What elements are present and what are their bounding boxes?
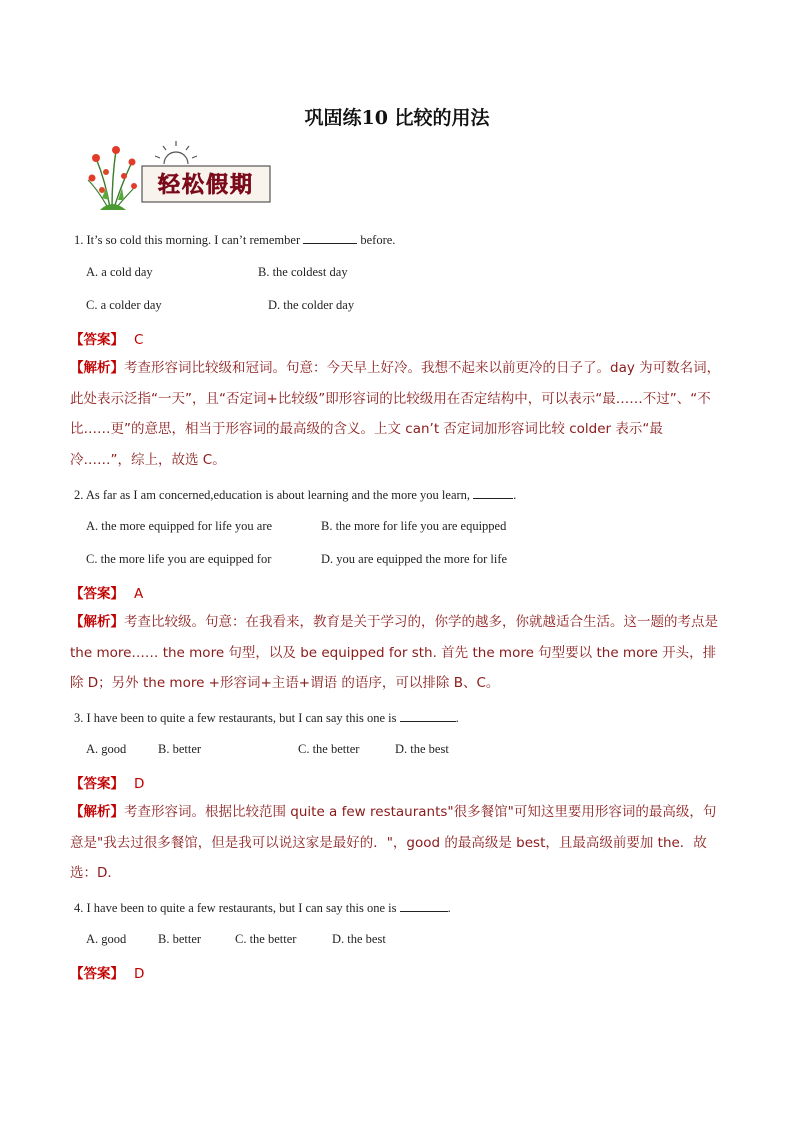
logo-text: 轻松假期 xyxy=(157,173,255,198)
answer-blank xyxy=(303,231,357,244)
flower-plant-icon xyxy=(88,146,137,210)
answer-blank xyxy=(400,709,456,722)
question-2-option-b: B. the more for life you are equipped xyxy=(321,519,507,533)
question-2-stem: 2. As far as I am concerned,education is about learning and the more you learn, . xyxy=(74,488,517,502)
question-2-option-c: C. the more life you are equipped for xyxy=(86,552,272,566)
sun-icon xyxy=(155,141,197,164)
question-2-answer: 【答案】 A xyxy=(70,586,144,602)
question-2-option-d: D. you are equipped the more for life xyxy=(321,552,508,566)
question-1-stem: 1. It’s so cold this morning. I can’t remember before. xyxy=(74,233,396,247)
question-3-option-a: A. good xyxy=(86,742,127,756)
page-title: 巩固练10 比较的用法 xyxy=(304,107,490,129)
question-3-stem: 3. I have been to quite a few restaurants, but I can say this one is . xyxy=(74,711,459,725)
question-4-stem: 4. I have been to quite a few restaurants, but I can say this one is . xyxy=(74,901,451,915)
question-1-option-d: D. the colder day xyxy=(268,298,355,312)
question-4-option-a: A. good xyxy=(86,932,127,946)
question-1-answer: 【答案】 C xyxy=(70,332,144,348)
question-4-option-c: C. the better xyxy=(235,932,297,946)
question-3-option-c: C. the better xyxy=(298,742,360,756)
question-1-analysis: 【解析】考查形容词比较级和冠词。句意：今天早上好冷。我想不起来以前更冷的日子了。day 为可数名词，此处表示泛指“一天”，且“否定词+比较级”即形容词的比较级用在否定结构中，可以表示“最……不过”、“不比……更”的意思，相当于形容词的最高级的含义。上文 can’t 否定词加形容词比较 colder 表示“最冷……”，综上，故选 C。 xyxy=(70,360,721,468)
question-4-option-b: B. better xyxy=(158,932,202,946)
question-1-option-a: A. a cold day xyxy=(86,265,153,279)
question-3-option-d: D. the best xyxy=(395,742,449,756)
holiday-logo xyxy=(82,138,272,218)
question-1-option-c: C. a colder day xyxy=(86,298,162,312)
answer-blank xyxy=(400,899,448,912)
question-3-option-b: B. better xyxy=(158,742,202,756)
question-3-analysis: 【解析】考查形容词。根据比较范围 quite a few restaurants"很多餐馆"可知这里要用形容词的最高级，句意是"我去过很多餐馆，但是我可以说这家是最好的．"，good 的最高级是 best，且最高级前要加 the．故选：D． xyxy=(70,804,717,881)
question-3-answer: 【答案】 D xyxy=(70,776,145,792)
question-4-answer: 【答案】 D xyxy=(70,966,145,982)
question-2-option-a: A. the more equipped for life you are xyxy=(86,519,273,533)
question-1-option-b: B. the coldest day xyxy=(258,265,348,279)
answer-blank xyxy=(473,486,513,499)
question-2-analysis: 【解析】考查比较级。句意：在我看来，教育是关于学习的，你学的越多，你就越适合生活。这一题的考点是 the more…… the more 句型，以及 be equipped for sth. 首先 the more 句型要以 the more 开头，排除 D；另外 the more +形容词+主语+谓语 的语序，可以排除 B、C。 xyxy=(70,614,718,691)
question-4-option-d: D. the best xyxy=(332,932,386,946)
